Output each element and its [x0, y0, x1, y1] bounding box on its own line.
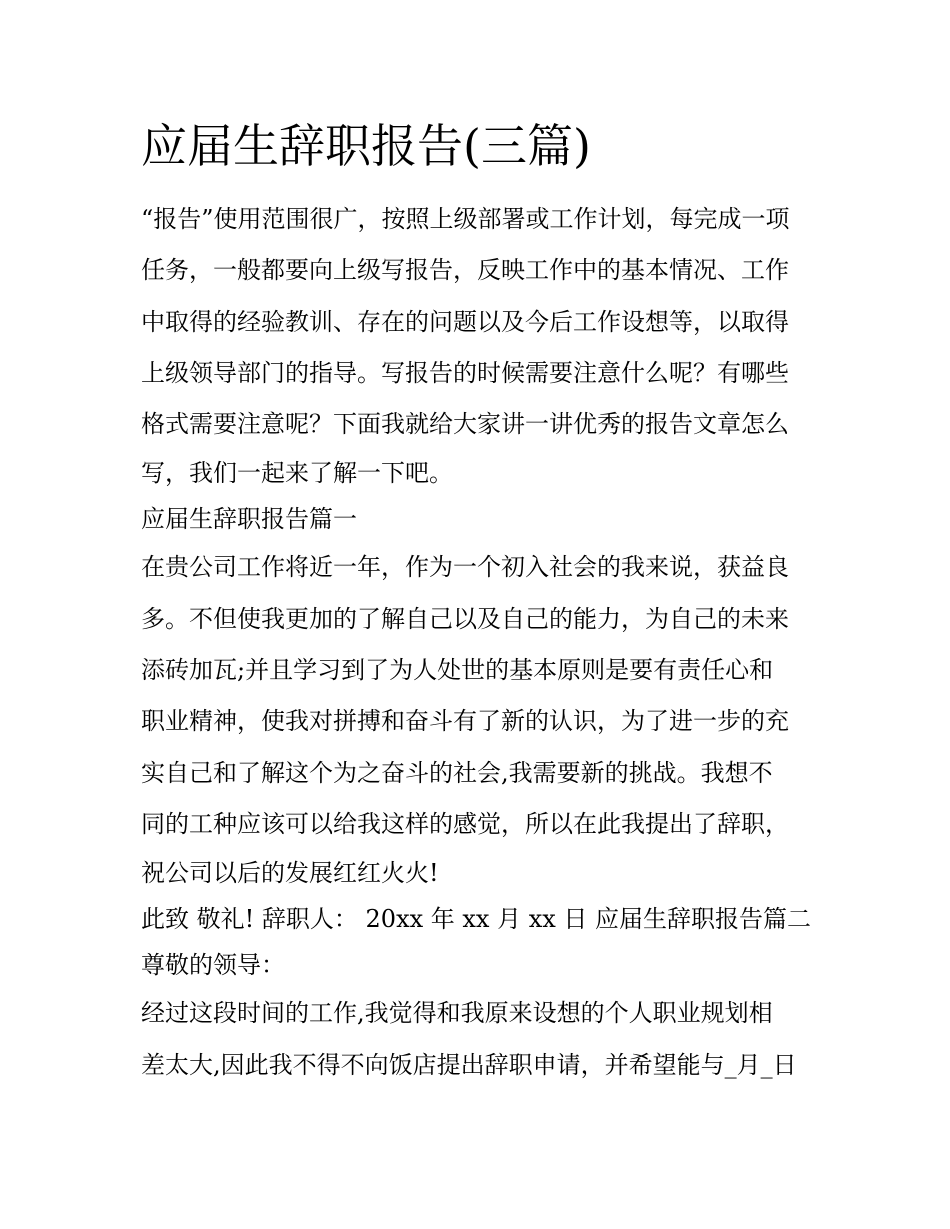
document-body	[141, 194, 813, 1091]
body-line-2: 任务，一般都要向上级写报告，反映工作中的基本情况、工作	[141, 256, 789, 285]
body-line-13: 同的工种应该可以给我这样的感觉，所以在此我提出了辞职，	[141, 809, 789, 838]
body-line-8: 在贵公司工作将近一年，作为一个初入社会的我来说，获益良	[141, 553, 789, 582]
body-line-18: 差太大,因此我不得不向饭店提出辞职申请，并希望能与_月_日	[141, 1050, 797, 1079]
document-title: 应届生辞职报告(三篇)	[141, 119, 591, 173]
body-line-10: 添砖加瓦;并且学习到了为人处世的基本原则是要有责任心和	[141, 656, 774, 685]
salutation-line: 尊敬的领导：	[141, 951, 285, 980]
body-line-17: 经过这段时间的工作,我觉得和我原来设想的个人职业规划相	[141, 999, 773, 1028]
closing-signature-line: 此致 敬礼! 辞职人： 20xx 年 xx 月 xx 日 应届生辞职报告篇二	[141, 905, 812, 934]
body-line-5: 格式需要注意呢？下面我就给大家讲一讲优秀的报告文章怎么	[141, 410, 789, 439]
section-heading-1: 应届生辞职报告篇一	[141, 505, 357, 534]
body-line-3: 中取得的经验教训、存在的问题以及今后工作设想等，以取得	[141, 307, 789, 336]
body-line-9: 多。不但使我更加的了解自己以及自己的能力，为自己的未来	[141, 604, 789, 633]
body-line-12: 实自己和了解这个为之奋斗的社会,我需要新的挑战。我想不	[141, 758, 773, 787]
body-line-1: “报告”使用范围很广，按照上级部署或工作计划，每完成一项	[141, 205, 790, 233]
body-line-11: 职业精神，使我对拼搏和奋斗有了新的认识，为了进一步的充	[141, 707, 789, 736]
document-page	[141, 112, 813, 1091]
body-line-4: 上级领导部门的指导。写报告的时候需要注意什么呢？有哪些	[141, 358, 789, 387]
body-line-14: 祝公司以后的发展红红火火!	[141, 859, 439, 888]
body-line-6: 写，我们一起来了解一下吧。	[141, 459, 453, 488]
